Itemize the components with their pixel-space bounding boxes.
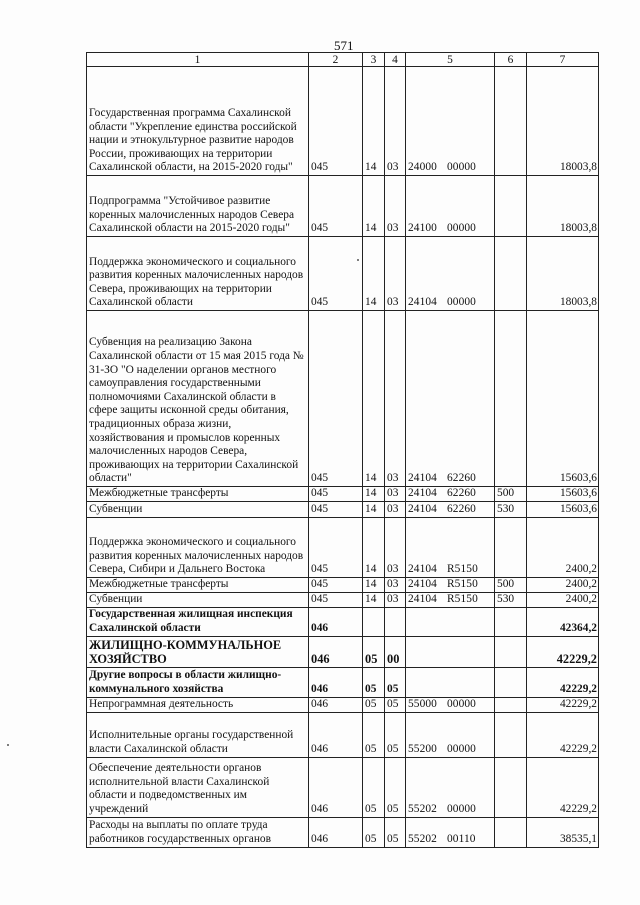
row-target-article-cell [406, 578, 495, 593]
row-name-cell: Субвенции [87, 592, 309, 607]
row-amount-cell: 42364,2 [527, 607, 599, 636]
target-article-program-code: 24104 [408, 503, 437, 516]
row-name-cell: Поддержка экономического и социального развития коренных малочисленных народов Севера, Сибири и Дальнего Востока [87, 518, 309, 578]
row-ministry-code-cell: 046 [309, 667, 363, 697]
row-subsection-cell [385, 607, 406, 636]
target-article-program-code: 55000 [408, 698, 437, 710]
row-name-cell: Обеспечение деятельности органов исполнительной власти Сахалинской области и подведомственных им учреждений [87, 757, 309, 817]
table-row [87, 502, 599, 518]
row-name-cell: Государственная программа Сахалинской области "Укрепление единства российской нации и этнокультурное развитие народов России, проживающих на территории Сахалинской области, на 2015-2020 годы" [87, 67, 309, 176]
row-section-cell: 05 [363, 712, 385, 757]
row-name-cell: Другие вопросы в области жилищно-коммунального хозяйства [87, 667, 309, 697]
row-subsection-cell: 03 [385, 592, 406, 607]
row-expense-type-cell [495, 518, 527, 578]
row-amount-cell: 42229,2 [527, 667, 599, 697]
row-amount-cell: 38535,1 [527, 817, 599, 847]
row-target-article-cell [406, 67, 495, 176]
row-expense-type-cell: 530 [495, 592, 527, 607]
row-ministry-code-cell: 045 [309, 487, 363, 502]
row-amount-cell: 15603,6 [527, 311, 599, 487]
row-name-cell: Исполнительные органы государственной власти Сахалинской области [87, 712, 309, 757]
table-row [87, 176, 599, 237]
row-amount-cell: 42229,2 [527, 636, 599, 667]
row-ministry-code-cell: 045 [309, 237, 363, 311]
row-expense-type-cell [495, 667, 527, 697]
header-col-1: 1 [87, 53, 309, 67]
row-expense-type-cell [495, 311, 527, 487]
scan-speck [7, 744, 9, 746]
row-section-cell: 05 [363, 636, 385, 667]
row-name-cell: ЖИЛИЩНО-КОММУНАЛЬНОЕ ХОЗЯЙСТВО [87, 636, 309, 667]
row-expense-type-cell [495, 176, 527, 237]
budget-table [86, 52, 599, 848]
target-article-program-code: 55202 [408, 803, 437, 815]
row-name-cell: Непрограммная деятельность [87, 697, 309, 712]
row-expense-type-cell: 500 [495, 487, 527, 502]
table-row [87, 712, 599, 757]
row-section-cell: 14 [363, 67, 385, 176]
row-ministry-code-cell: 046 [309, 697, 363, 712]
target-article-program-code: 24104 [408, 563, 437, 576]
row-target-article-cell [406, 607, 495, 636]
row-target-article-cell [406, 176, 495, 237]
row-ministry-code-cell: 045 [309, 67, 363, 176]
row-name-cell: Субвенция на реализацию Закона Сахалинской области от 15 мая 2015 года № 31-ЗО "О наделении органов местного самоуправления государственными полномочиями Сахалинской области в сфере защиты исконной среды обитания, традиционных образа жизни, хозяйствования и промыслов коренных малочисленных народов Севера, проживающих на территории Сахалинской области" [87, 311, 309, 487]
target-article-program-code: 24104 [408, 578, 437, 590]
table-row [87, 667, 599, 697]
row-target-article-cell [406, 697, 495, 712]
row-target-article-cell [406, 311, 495, 487]
target-article-direction-code: 00000 [446, 222, 476, 235]
row-subsection-cell: 03 [385, 518, 406, 578]
target-article-direction-code: 62260 [446, 472, 476, 485]
target-article-program-code: 24104 [408, 487, 437, 500]
table-row [87, 636, 599, 667]
table-row [87, 237, 599, 311]
target-article-program-code: 55200 [408, 743, 437, 755]
row-section-cell: 14 [363, 237, 385, 311]
row-ministry-code-cell: 045 [309, 518, 363, 578]
row-section-cell: 14 [363, 311, 385, 487]
row-name-cell: Межбюджетные трансферты [87, 487, 309, 502]
target-article-program-code: 24104 [408, 472, 437, 485]
row-section-cell: 14 [363, 518, 385, 578]
target-article-direction-code: R5150 [446, 578, 478, 590]
table-row [87, 487, 599, 502]
row-amount-cell: 18003,8 [527, 67, 599, 176]
row-section-cell: 14 [363, 578, 385, 593]
row-expense-type-cell [495, 697, 527, 712]
target-article-direction-code: 00000 [446, 743, 476, 755]
row-name-cell: Расходы на выплаты по оплате труда работников государственных органов [87, 817, 309, 847]
row-expense-type-cell: 500 [495, 578, 527, 593]
header-col-4: 4 [385, 53, 406, 67]
row-section-cell [363, 607, 385, 636]
row-subsection-cell: 05 [385, 667, 406, 697]
row-target-article-cell [406, 237, 495, 311]
target-article-direction-code: 62260 [446, 503, 476, 516]
row-ministry-code-cell: 045 [309, 578, 363, 593]
row-section-cell: 05 [363, 697, 385, 712]
header-col-7: 7 [527, 53, 599, 67]
row-subsection-cell: 03 [385, 176, 406, 237]
row-ministry-code-cell: 046 [309, 757, 363, 817]
row-name-cell: Межбюджетные трансферты [87, 578, 309, 593]
row-name-cell: Субвенции [87, 502, 309, 518]
target-article-direction-code: 00110 [446, 833, 476, 845]
row-ministry-code-cell: 046 [309, 607, 363, 636]
row-ministry-code-cell: 046 [309, 636, 363, 667]
row-section-cell: 05 [363, 757, 385, 817]
target-article-program-code: 24000 [408, 161, 437, 174]
row-section-cell: 14 [363, 176, 385, 237]
row-subsection-cell: 03 [385, 311, 406, 487]
row-amount-cell: 42229,2 [527, 712, 599, 757]
row-amount-cell: 42229,2 [527, 697, 599, 712]
row-expense-type-cell [495, 636, 527, 667]
row-ministry-code-cell: 045 [309, 176, 363, 237]
table-row [87, 578, 599, 593]
row-section-cell: 14 [363, 502, 385, 518]
table-row [87, 817, 599, 847]
target-article-direction-code: 00000 [446, 698, 476, 710]
target-article-direction-code: 00000 [446, 803, 476, 815]
row-expense-type-cell [495, 712, 527, 757]
row-expense-type-cell [495, 607, 527, 636]
header-col-6: 6 [495, 53, 527, 67]
table-row [87, 67, 599, 176]
header-col-5: 5 [406, 53, 495, 67]
row-amount-cell: 15603,6 [527, 502, 599, 518]
target-article-program-code: 24104 [408, 296, 437, 309]
row-name-cell: Подпрограмма "Устойчивое развитие коренных малочисленных народов Севера Сахалинской области на 2015-2020 годы" [87, 176, 309, 237]
target-article-direction-code: 00000 [446, 296, 476, 309]
row-section-cell: 05 [363, 817, 385, 847]
row-target-article-cell [406, 667, 495, 697]
row-subsection-cell: 03 [385, 578, 406, 593]
row-subsection-cell: 05 [385, 697, 406, 712]
row-amount-cell: 42229,2 [527, 757, 599, 817]
row-ministry-code-cell: 045 [309, 311, 363, 487]
table-header-row [87, 53, 599, 67]
row-target-article-cell [406, 817, 495, 847]
target-article-direction-code: R5150 [446, 563, 478, 576]
row-ministry-code-cell: 046 [309, 712, 363, 757]
table-row [87, 757, 599, 817]
row-target-article-cell [406, 502, 495, 518]
table-row [87, 518, 599, 578]
row-target-article-cell [406, 518, 495, 578]
row-ministry-code-cell: 045 [309, 502, 363, 518]
table-row [87, 607, 599, 636]
row-amount-cell: 18003,8 [527, 237, 599, 311]
table-row [87, 592, 599, 607]
row-expense-type-cell [495, 757, 527, 817]
row-name-cell: Государственная жилищная инспекция Сахалинской области [87, 607, 309, 636]
row-target-article-cell [406, 592, 495, 607]
row-amount-cell: 2400,2 [527, 518, 599, 578]
row-name-cell: Поддержка экономического и социального развития коренных малочисленных народов Севера, проживающих на территории Сахалинской области [87, 237, 309, 311]
row-target-article-cell [406, 487, 495, 502]
row-subsection-cell: 03 [385, 502, 406, 518]
row-expense-type-cell: 530 [495, 502, 527, 518]
header-col-3: 3 [363, 53, 385, 67]
target-article-direction-code: 00000 [446, 161, 476, 174]
scan-speck [357, 259, 359, 261]
row-amount-cell: 2400,2 [527, 578, 599, 593]
target-article-direction-code: R5150 [446, 593, 478, 605]
target-article-program-code: 24100 [408, 222, 437, 235]
row-section-cell: 05 [363, 667, 385, 697]
row-ministry-code-cell: 045 [309, 592, 363, 607]
table-row [87, 311, 599, 487]
row-subsection-cell: 05 [385, 757, 406, 817]
target-article-direction-code: 62260 [446, 487, 476, 500]
row-subsection-cell: 00 [385, 636, 406, 667]
row-target-article-cell [406, 712, 495, 757]
row-subsection-cell: 03 [385, 237, 406, 311]
page-number: 571 [334, 38, 354, 53]
target-article-program-code: 24104 [408, 593, 437, 605]
row-amount-cell: 2400,2 [527, 592, 599, 607]
target-article-program-code: 55202 [408, 833, 437, 845]
row-subsection-cell: 05 [385, 817, 406, 847]
table-row [87, 697, 599, 712]
row-ministry-code-cell: 046 [309, 817, 363, 847]
row-expense-type-cell [495, 67, 527, 176]
header-col-2: 2 [309, 53, 363, 67]
row-target-article-cell [406, 757, 495, 817]
row-section-cell: 14 [363, 592, 385, 607]
row-section-cell: 14 [363, 487, 385, 502]
row-subsection-cell: 05 [385, 712, 406, 757]
row-amount-cell: 15603,6 [527, 487, 599, 502]
row-expense-type-cell [495, 817, 527, 847]
row-amount-cell: 18003,8 [527, 176, 599, 237]
row-subsection-cell: 03 [385, 67, 406, 176]
row-expense-type-cell [495, 237, 527, 311]
row-subsection-cell: 03 [385, 487, 406, 502]
row-target-article-cell [406, 636, 495, 667]
